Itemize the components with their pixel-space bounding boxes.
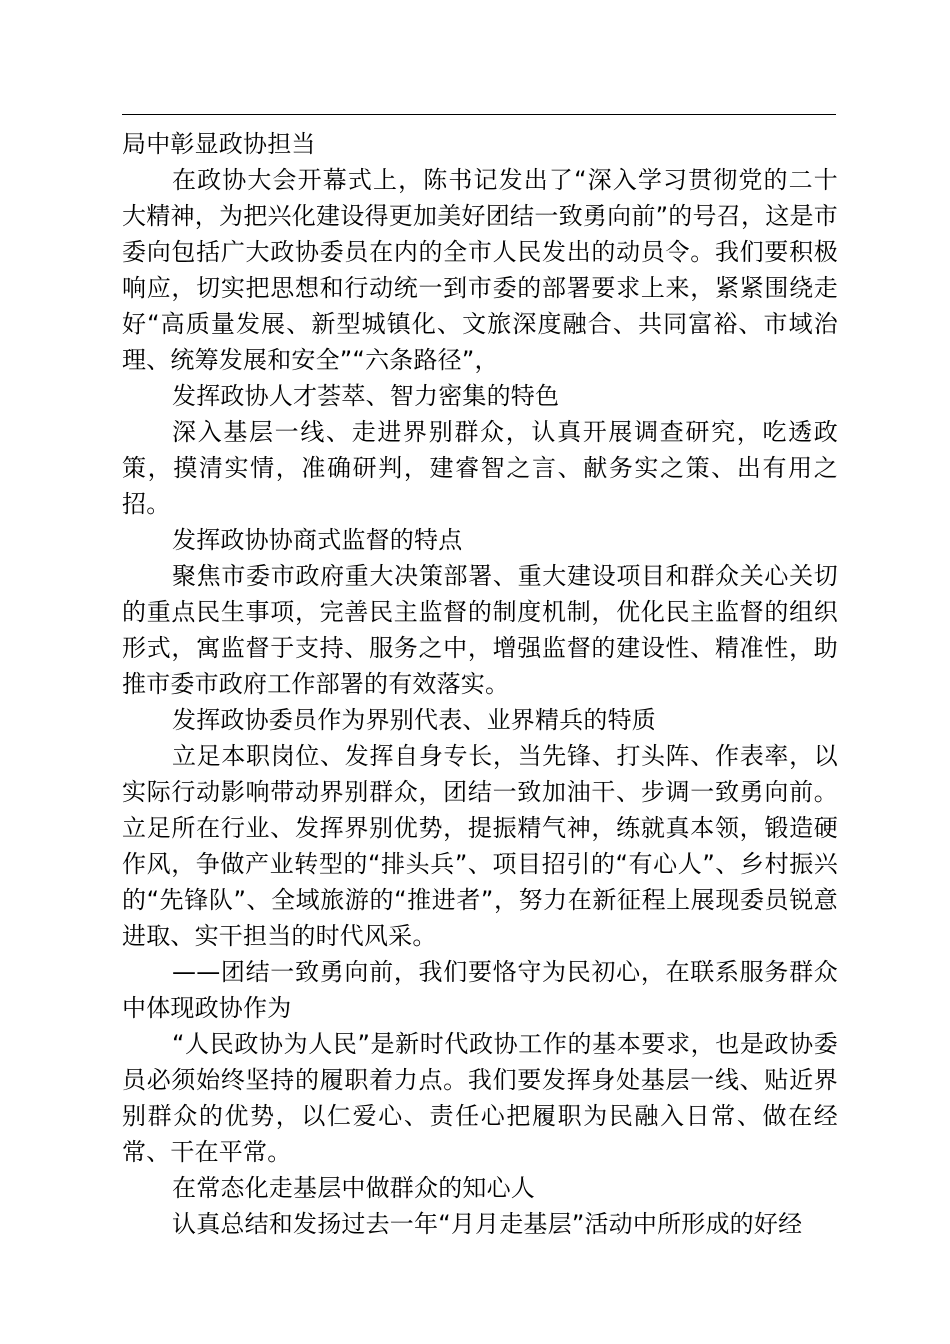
paragraph-opening-ceremony: 在政协大会开幕式上，陈书记发出了“深入学习贯彻党的二十大精神，为把兴化建设得更加美好团结一致勇向前”的号召，这是市委向包括广大政协委员在内的全市人民发出的动员令。我们要积极响应，切实把思想和行动统一到市委的部署要求上来，紧紧围绕走好“高质量发展、新型城镇化、文旅深度融合、共同富裕、市域治理、统筹发展和安全”“六条路径”， <box>122 166 838 374</box>
subheading-supervision: 发挥政协协商式监督的特点 <box>172 526 463 554</box>
subheading-talent: 发挥政协人才荟萃、智力密集的特色 <box>172 382 560 410</box>
paragraph-grassroots: 认真总结和发扬过去一年“月月走基层”活动中所形成的好经 <box>172 1210 803 1238</box>
paragraph-people: “人民政协为人民”是新时代政协工作的基本要求，也是政协委员必须始终坚持的履职着力点。我们要发挥身处基层一线、贴近界别群众的优势，以仁爱心、责任心把履职为民融入日常、做在经常、干在平常。 <box>122 1030 838 1166</box>
paragraph-continuation: 局中彰显政协担当 <box>122 130 316 158</box>
subheading-grassroots: 在常态化走基层中做群众的知心人 <box>172 1174 535 1202</box>
section-heading-people: ——团结一致勇向前，我们要恪守为民初心，在联系服务群众中体现政协作为 <box>122 958 838 1022</box>
paragraph-grassroots-research: 深入基层一线、走进界别群众，认真开展调查研究，吃透政策，摸清实情，准确研判，建睿智之言、献务实之策、出有用之招。 <box>122 418 838 518</box>
paragraph-members: 立足本职岗位、发挥自身专长，当先锋、打头阵、作表率，以实际行动影响带动界别群众，团结一致加油干、步调一致勇向前。立足所在行业、发挥界别优势，提振精气神，练就真本领，锻造硬作风，争做产业转型的“排头兵”、项目招引的“有心人”、乡村振兴的“先锋队”、全域旅游的“推进者”，努力在新征程上展现委员锐意进取、实干担当的时代风采。 <box>122 742 838 950</box>
body-text <box>122 126 838 1242</box>
header-rule <box>122 114 836 115</box>
paragraph-supervision: 聚焦市委市政府重大决策部署、重大建设项目和群众关心关切的重点民生事项，完善民主监督的制度机制，优化民主监督的组织形式，寓监督于支持、服务之中，增强监督的建设性、精准性，助推市委市政府工作部署的有效落实。 <box>122 562 838 698</box>
subheading-members: 发挥政协委员作为界别代表、业界精兵的特质 <box>172 706 656 734</box>
